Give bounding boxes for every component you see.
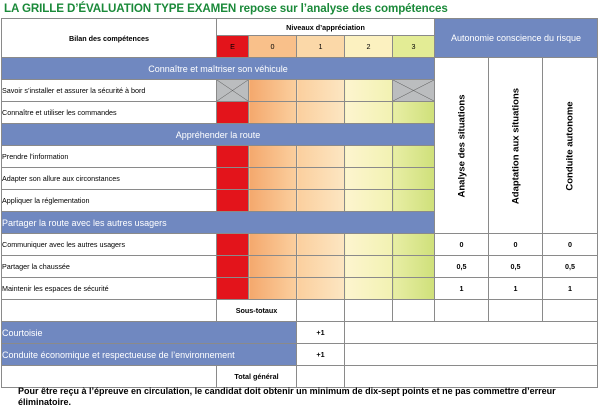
level-cell-3[interactable]	[393, 190, 435, 212]
bilan-header: Bilan des compétences	[2, 19, 217, 58]
autonomie-header: Autonomie conscience du risque	[435, 19, 598, 58]
competence-row-label: Appliquer la réglementation	[2, 190, 217, 212]
level-cell-2[interactable]	[345, 102, 393, 124]
level-cell-2[interactable]	[345, 190, 393, 212]
level-cell-2[interactable]	[345, 234, 393, 256]
level-cell-0[interactable]	[249, 80, 297, 102]
cross-icon	[393, 80, 434, 101]
autonomie-value: 1	[489, 278, 543, 300]
autonomie-value: 0,5	[435, 256, 489, 278]
competence-row-label: Maintenir les espaces de sécurité	[2, 278, 217, 300]
autonomie-col-analyse	[435, 58, 489, 234]
level-cell-0[interactable]	[249, 278, 297, 300]
bonus-courtoisie-value: +1	[297, 322, 345, 344]
level-cell-3[interactable]	[393, 256, 435, 278]
sous-total-cell[interactable]	[435, 300, 489, 322]
level-cell-2[interactable]	[345, 278, 393, 300]
level-cell-e[interactable]	[217, 102, 249, 124]
level-header-0: 0	[249, 36, 297, 58]
total-general-label: Total général	[217, 366, 297, 388]
autonomie-col-analyse-label: Analyse des situations	[456, 94, 467, 197]
sous-total-cell[interactable]	[297, 300, 345, 322]
level-cell-0[interactable]	[249, 190, 297, 212]
level-cell-1[interactable]	[297, 146, 345, 168]
level-cell-e[interactable]	[217, 168, 249, 190]
sous-total-cell[interactable]	[345, 300, 393, 322]
level-cell-0[interactable]	[249, 234, 297, 256]
level-cell-e[interactable]	[217, 146, 249, 168]
sous-total-cell[interactable]	[489, 300, 543, 322]
evaluation-grid	[1, 18, 598, 388]
crossed-cell	[217, 80, 249, 102]
level-cell-1[interactable]	[297, 278, 345, 300]
level-cell-0[interactable]	[249, 102, 297, 124]
spacer	[345, 344, 598, 366]
sous-total-cell[interactable]	[393, 300, 435, 322]
level-cell-3[interactable]	[393, 168, 435, 190]
autonomie-value: 1	[543, 278, 598, 300]
level-cell-1[interactable]	[297, 234, 345, 256]
section-title-partager: Partager la route avec les autres usagers	[2, 212, 435, 234]
bonus-eco-value: +1	[297, 344, 345, 366]
competence-row-label: Savoir s’installer et assurer la sécurité à bord	[2, 80, 217, 102]
level-cell-1[interactable]	[297, 102, 345, 124]
level-cell-e[interactable]	[217, 278, 249, 300]
level-cell-1[interactable]	[297, 80, 345, 102]
bonus-eco-label: Conduite économique et respectueuse de l’environnement	[2, 344, 297, 366]
level-cell-e[interactable]	[217, 234, 249, 256]
level-cell-0[interactable]	[249, 256, 297, 278]
spacer	[2, 300, 217, 322]
level-cell-e[interactable]	[217, 256, 249, 278]
sous-total-cell[interactable]	[543, 300, 598, 322]
sous-totaux-label: Sous-totaux	[217, 300, 297, 322]
level-cell-1[interactable]	[297, 168, 345, 190]
level-cell-e[interactable]	[217, 190, 249, 212]
competence-row-label: Prendre l’information	[2, 146, 217, 168]
spacer	[2, 366, 217, 388]
level-cell-2[interactable]	[345, 256, 393, 278]
autonomie-value: 0	[435, 234, 489, 256]
autonomie-col-conduite-label: Conduite autonome	[564, 100, 576, 191]
total-general-cell[interactable]	[297, 366, 345, 388]
level-cell-0[interactable]	[249, 146, 297, 168]
spacer	[345, 322, 598, 344]
autonomie-col-adaptation-label: Adaptation aux situations	[510, 87, 521, 204]
level-header-2: 2	[345, 36, 393, 58]
level-cell-2[interactable]	[345, 146, 393, 168]
autonomie-value: 0,5	[489, 256, 543, 278]
level-cell-2[interactable]	[345, 80, 393, 102]
page-title: LA GRILLE D’ÉVALUATION TYPE EXAMEN repose sur l’analyse des compétences	[4, 2, 448, 15]
crossed-cell	[393, 80, 435, 102]
level-cell-3[interactable]	[393, 278, 435, 300]
autonomie-col-adaptation	[489, 58, 543, 234]
section-title-route: Appréhender la route	[2, 124, 435, 146]
autonomie-value: 0	[489, 234, 543, 256]
level-cell-2[interactable]	[345, 168, 393, 190]
autonomie-col-conduite	[543, 58, 598, 234]
level-cell-3[interactable]	[393, 102, 435, 124]
autonomie-value: 1	[435, 278, 489, 300]
footer-note: Pour être reçu à l’épreuve en circulation, le candidat doit obtenir un minimum de dix-sept points et ne pas commettre d’erreur éliminatoire.	[18, 386, 556, 407]
spacer	[345, 366, 598, 388]
level-header-3: 3	[393, 36, 435, 58]
competence-row-label: Communiquer avec les autres usagers	[2, 234, 217, 256]
level-header-e: E	[217, 36, 249, 58]
autonomie-value: 0,5	[543, 256, 598, 278]
competence-row-label: Adapter son allure aux circonstances	[2, 168, 217, 190]
level-cell-3[interactable]	[393, 146, 435, 168]
level-header-1: 1	[297, 36, 345, 58]
level-cell-0[interactable]	[249, 168, 297, 190]
competence-row-label: Connaître et utiliser les commandes	[2, 102, 217, 124]
autonomie-value: 0	[543, 234, 598, 256]
level-cell-1[interactable]	[297, 256, 345, 278]
level-cell-3[interactable]	[393, 234, 435, 256]
competence-row-label: Partager la chaussée	[2, 256, 217, 278]
level-cell-1[interactable]	[297, 190, 345, 212]
cross-icon	[217, 80, 248, 101]
bonus-courtoisie-label: Courtoisie	[2, 322, 297, 344]
section-title-vehicule: Connaître et maîtriser son véhicule	[2, 58, 435, 80]
niveaux-header: Niveaux d’appréciation	[217, 19, 435, 36]
